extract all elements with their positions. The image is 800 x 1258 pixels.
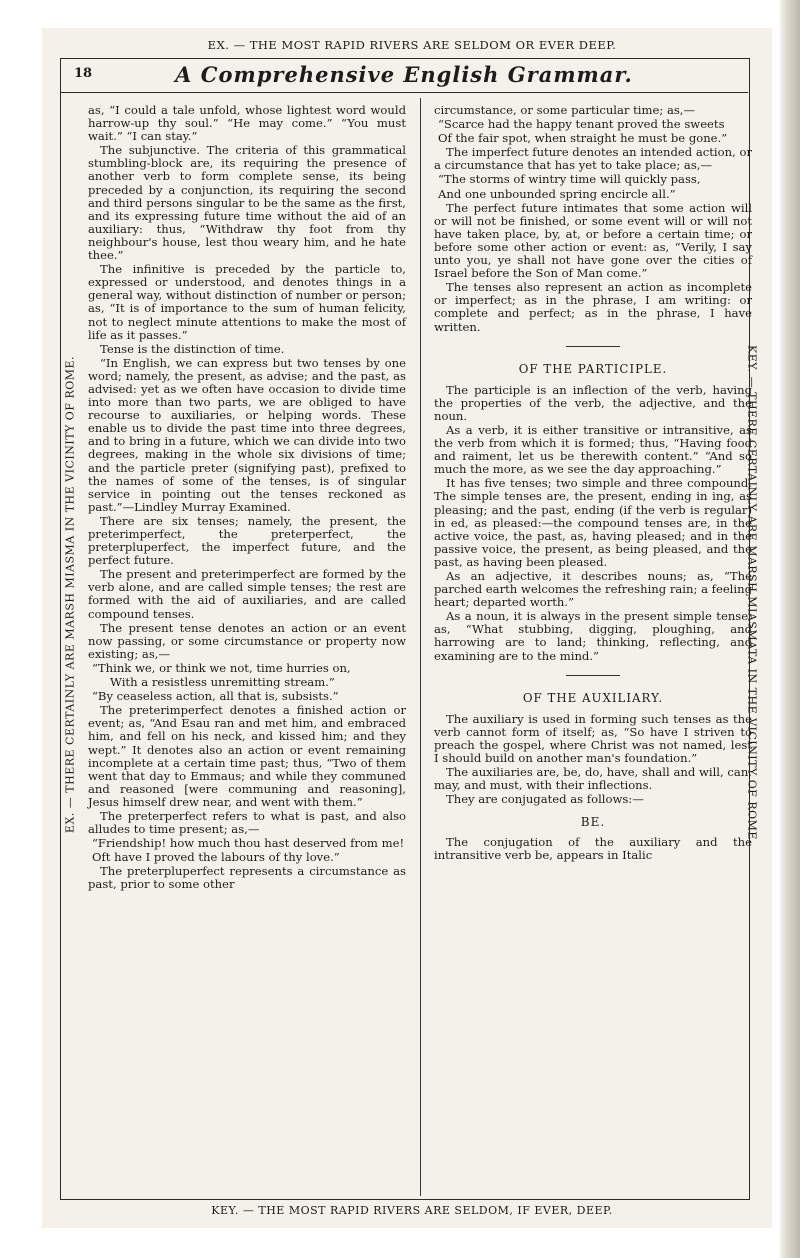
paragraph: The tenses also represent an action as incomplete or imperfect; as in the phrase, I am writing: or complete and perfect; as in the phrase, I have written. (434, 280, 752, 334)
paragraph: Oft have I proved the labours of thy love.” (92, 850, 340, 865)
page-head (60, 58, 748, 93)
paragraph: as, “I could a tale unfold, whose lightest word would harrow-up thy soul.” “He may come.” “You must wait.” “I can stay.” (88, 103, 406, 144)
paragraph: It has five tenses; two simple and three compound. The simple tenses are, the present, ending in ing, as pleasing; and the past, ending (if the verb is regular) in ed, as pleased:—the compound tenses are, in the active voice, the past, as, having pleased; and in the passive voice, the present, as being pleased, and the past, as having been pleased. (434, 476, 752, 569)
paragraph: circumstance, or some particular time; as,— (434, 103, 696, 117)
book-page (42, 28, 772, 1228)
paragraph: Of the fair spot, when straight he must be gone.” (438, 131, 728, 146)
left-column (88, 104, 406, 893)
paragraph: The preterpluperfect represents a circumstance as past, prior to some other (88, 864, 406, 892)
paragraph: The present tense denotes an action or an event now passing, or some circumstance or property now existing; as,— (88, 620, 406, 661)
paragraph: The infinitive is preceded by the particle to, expressed or understood, and denotes things in a general way, without distinction of number or person; as, “It is of importance to the sum of human felicity, not to neglect minute attentions to make the most of life as it passes.” (88, 262, 406, 342)
section-rule (566, 675, 620, 676)
heading-participle: OF THE PARTICIPLE. (518, 361, 668, 376)
paragraph: “Friendship! how much thou hast deserved from me! (92, 836, 405, 851)
paragraph: “The storms of wintry time will quickly pass, (438, 172, 701, 187)
section-rule (566, 346, 620, 347)
column-divider (420, 98, 421, 1196)
running-header-right: KEY. — THERE CERTAINLY ARE MARSH MIASMATA IN THE VICINITY OF ROME. (745, 345, 759, 844)
paragraph: “Think we, or think we not, time hurries on, (92, 660, 351, 675)
paragraph: And one unbounded spring encircle all.” (438, 186, 676, 201)
right-column (434, 104, 752, 863)
paragraph: As a verb, it is either transitive or intransitive, as the verb from which it is formed; thus, “Having food and raiment, let us be therewith content.” “And so much the more, as we see the day approaching.” (434, 422, 752, 477)
paragraph: The imperfect future denotes an intended action, or a circumstance that has yet to take place; as,— (434, 145, 752, 173)
paragraph: “By ceaseless action, all that is, subsists.” (92, 689, 339, 704)
running-footer: KEY. — THE MOST RAPID RIVERS ARE SELDOM, IF EVER, DEEP. (211, 1204, 613, 1217)
paragraph: The preterimperfect denotes a finished action or event; as, “And Esau ran and met him, and embraced him, and fell on his neck, and kissed him; and they wept.” It denotes also an action or event remaining incomplete at a certain time past; thus, “Two of them went that day to Emmaus; and while they communed and reasoned [were communing and reasoning], Jesus himself drew near, and went with them.” (88, 703, 406, 809)
paragraph: “Scarce had the happy tenant proved the sweets (438, 117, 725, 132)
paragraph: The preterperfect refers to what is past, and also alludes to time present; as,— (88, 808, 406, 837)
running-header-top: EX. — THE MOST RAPID RIVERS ARE SELDOM OR EVER DEEP. (207, 38, 617, 52)
heading-auxiliary: OF THE AUXILIARY. (522, 690, 664, 705)
page-edge-shadow (780, 0, 800, 1258)
paragraph: They are conjugated as follows:— (446, 792, 644, 807)
paragraph: The conjugation of the auxiliary and the intransitive verb be, appears in Italic (434, 834, 752, 862)
paragraph: Tense is the distinction of time. (100, 341, 285, 356)
paragraph: As an adjective, it describes nouns; as, “The parched earth welcomes the refreshing rain; a feeling heart; departed worth.” (434, 569, 752, 610)
paragraph: There are six tenses; namely, the present, the preterimperfect, the preterperfect, the preterpluperfect, the imperfect future, and the perfect future. (88, 513, 406, 568)
paragraph: With a resistless unremitting stream.” (110, 675, 335, 690)
paragraph: The participle is an inflection of the verb, having the properties of the verb, the adjective, and the noun. (434, 382, 752, 423)
paragraph: The present and preterimperfect are formed by the verb alone, and are called simple tenses; the rest are formed with the aid of auxiliaries, and are called compound tenses. (88, 567, 406, 621)
paragraph: As a noun, it is always in the present simple tense; as, “What stubbing, digging, ploughing, and harrowing are to land; thinking, reflecting, and examining are to the mind.” (434, 609, 752, 663)
paragraph: The auxiliary is used in forming such tenses as the verb cannot form of itself; as, “So have I striven to preach the gospel, where Christ was not named, lest I should build on another man's foundation.” (434, 711, 752, 766)
running-header-left: EX. — THERE CERTAINLY ARE MARSH MIASMA IN THE VICINITY OF ROME. (63, 355, 77, 834)
page-number: 18 (74, 66, 93, 81)
tenses-continued (434, 104, 752, 334)
paragraph: The subjunctive. The criteria of this grammatical stumbling-block are, its requiring the presence of another verb to form complete sense, its being preceded by a conjunction, its requiring the second and third persons singular to be the same as the first, and its expressing future time without the aid of an auxiliary: thus, “Withdraw thy foot from thy neighbour's house, lest thou weary him, and he hate thee.” (88, 143, 406, 263)
page-title: A Comprehensive English Grammar. (175, 62, 633, 87)
paragraph: “In English, we can express but two tenses by one word; namely, the present, as advise; and the past, as advised: yet as we often have occasion to divide time into more than two parts, we are obliged to have recourse to auxiliaries, or helping words. These enable us to divide the past time into three degrees, and to bring in a future, which we can divide into two degrees, making in the whole six divisions of time; and the particle preter (signifying past), prefixed to the names of some of the tenses, is of singular service in pointing out the tenses reckoned as past.”—Lindley Murray Examined. (88, 355, 406, 514)
paragraph: The perfect future intimates that some action will or will not be finished, or some event will or will not have taken place, by, at, or before a certain time; or before some other action or event: as, “Verily, I say unto you, ye shall not have gone over the cities of Israel before the Son of Man come.” (434, 200, 752, 281)
participle-section (434, 384, 752, 663)
paragraph: The auxiliaries are, be, do, have, shall and will, can, may, and must, with their inflections. (434, 765, 752, 793)
auxiliary-section (434, 713, 752, 807)
be-section (434, 836, 752, 862)
heading-be: BE. (580, 815, 606, 830)
